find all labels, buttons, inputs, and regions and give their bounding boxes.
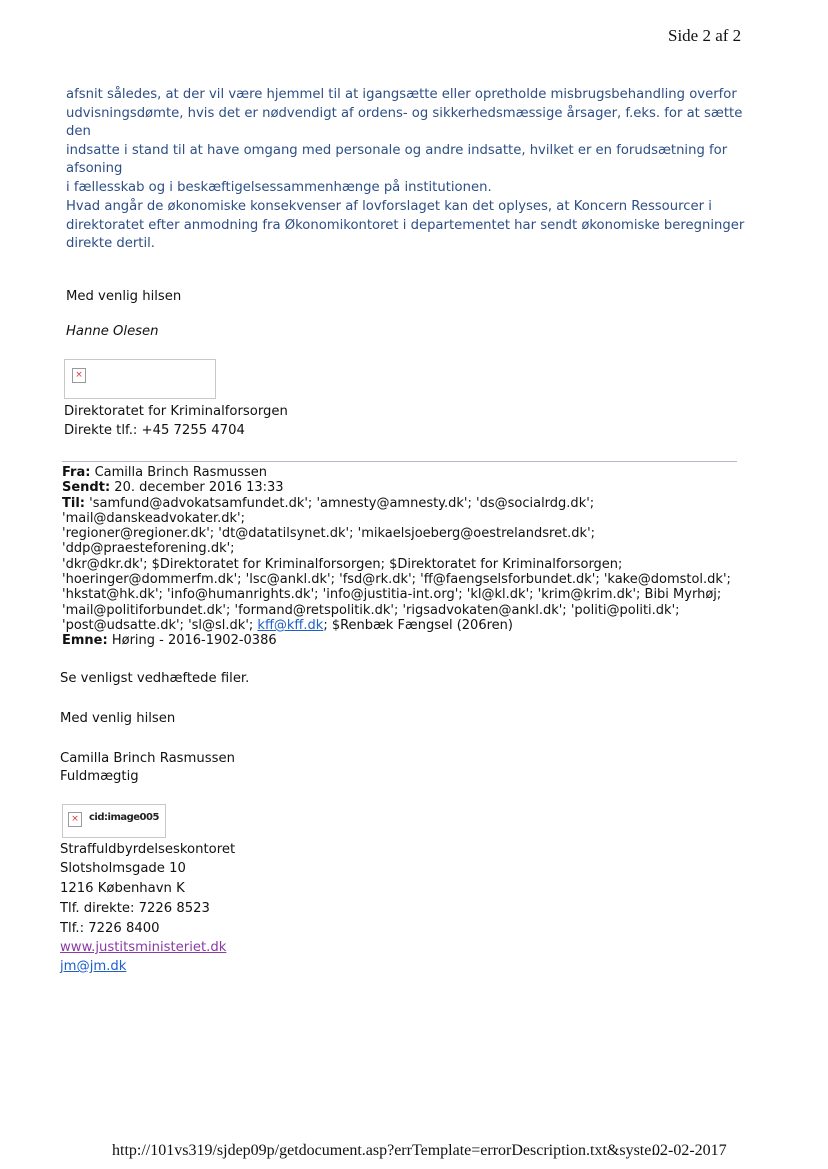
signer-name-2: Camilla Brinch Rasmussen xyxy=(60,751,235,766)
signature-image-placeholder xyxy=(64,359,216,399)
page-number: Side 2 af 2 xyxy=(668,26,742,45)
subject-row: Emne: Høring - 2016-1902-0386 xyxy=(62,633,277,649)
paragraph-line: indsatte i stand til at have omgang med personale og andre indsatte, hvilket er en forudsætning for afsoning xyxy=(66,142,728,176)
signer-name: Hanne Olesen xyxy=(66,324,159,339)
from-value: Camilla Brinch Rasmussen xyxy=(94,465,268,480)
sent-row: Sendt: 20. december 2016 13:33 xyxy=(62,480,284,496)
street-address: Slotsholmsgade 10 xyxy=(60,861,186,876)
paragraph-line: Hvad angår de økonomiske konsekvenser af lovforslaget kan det oplyses, at Koncern Ressourcer i xyxy=(66,199,712,214)
paragraph-line: i fællesskab og i beskæftigelsessammenhænge på institutionen. xyxy=(66,179,492,195)
image-alt-text: cid:image005 xyxy=(89,812,159,823)
website-link[interactable]: www.justitsministeriet.dk xyxy=(60,940,227,955)
direct-phone: Direkte tlf.: +45 7255 4704 xyxy=(64,423,245,438)
postal-address: 1216 København K xyxy=(60,881,185,896)
logo-image-placeholder xyxy=(62,804,166,838)
recipient-line: 'samfund@advokatsamfundet.dk'; 'amnesty@amnesty.dk'; 'ds@socialrdg.dk'; 'mail@danskeadvokater.dk'; xyxy=(62,495,595,526)
signer-title: Fuldmægtig xyxy=(60,769,139,784)
broken-image-icon: × xyxy=(72,368,86,383)
separator-line xyxy=(62,461,737,462)
recipient-line: 'mail@politiforbundet.dk'; 'formand@retspolitik.dk'; 'rigsadvokaten@ankl.dk'; 'politi@politi.dk'; xyxy=(62,602,680,618)
subject-value: Høring - 2016-1902-0386 xyxy=(111,633,277,649)
recipient-line: 'hoeringer@dommerfm.dk'; 'lsc@ankl.dk'; 'fsd@rk.dk'; 'ff@faengselsforbundet.dk'; 'kake@domstol.dk'; xyxy=(62,572,731,588)
paragraph-line: direkte dertil. xyxy=(66,236,155,251)
attachments-note: Se venligst vedhæftede filer. xyxy=(60,671,250,686)
paragraph-misbrugsbehandling xyxy=(66,86,756,197)
paragraph-line: direktoratet efter anmodning fra Økonomikontoret i departementet har sendt økonomiske beregninger xyxy=(66,217,745,233)
recipient-line: 'post@udsatte.dk'; 'sl@sl.dk'; kff@kff.dk; $Renbæk Fængsel (206ren) xyxy=(62,617,513,633)
closing-greeting: Med venlig hilsen xyxy=(66,289,182,304)
direct-phone-2: Tlf. direkte: 7226 8523 xyxy=(60,901,210,916)
recipient-line: 'regioner@regioner.dk'; 'dt@datatilsynet.dk'; 'mikaelsjoeberg@oestrelandsret.dk'; 'ddp@praesteforening.dk'; xyxy=(62,526,596,557)
paragraph-oekonomiske-konsekvenser xyxy=(66,198,756,254)
recipient-line: 'dkr@dkr.dk'; $Direktoratet for Kriminalforsorgen; $Direktoratet for Kriminalforsorgen; xyxy=(62,556,623,572)
office-name: Straffuldbyrdelseskontoret xyxy=(60,842,236,857)
organization-name: Direktoratet for Kriminalforsorgen xyxy=(64,404,288,419)
sent-value: 20. december 2016 13:33 xyxy=(114,480,284,496)
paragraph-line: udvisningsdømte, hvis det er nødvendigt af ordens- og sikkerhedsmæssige årsager, f.eks. for at sætte den xyxy=(66,105,743,139)
paragraph-line: afsnit således, at der vil være hjemmel til at igangsætte eller opretholde misbrugsbehandling overfor xyxy=(66,87,737,102)
recipient-line: 'hkstat@hk.dk'; 'info@humanrights.dk'; 'info@justitia-int.org'; 'kl@kl.dk'; 'krim@krim.dk'; Bibi Myrhøj; xyxy=(62,587,722,603)
from-row: Fra: Camilla Brinch Rasmussen xyxy=(62,465,268,480)
closing-greeting-2: Med venlig hilsen xyxy=(60,711,176,726)
email-header xyxy=(62,465,752,649)
main-phone: Tlf.: 7226 8400 xyxy=(60,921,160,936)
kff-email-link[interactable]: kff@kff.dk xyxy=(257,617,324,633)
email-link[interactable]: jm@jm.dk xyxy=(60,959,127,974)
to-row: Til: 'samfund@advokatsamfundet.dk'; 'amnesty@amnesty.dk'; 'ds@socialrdg.dk'; 'mail@danskeadvokater.dk'; xyxy=(62,495,595,526)
footer-date: 02-02-2017 xyxy=(652,1142,727,1159)
broken-image-icon: × xyxy=(68,812,82,827)
footer-url: http://101vs319/sjdep09p/getdocument.asp?errTemplate=errorDescription.txt&syste... xyxy=(112,1142,664,1159)
